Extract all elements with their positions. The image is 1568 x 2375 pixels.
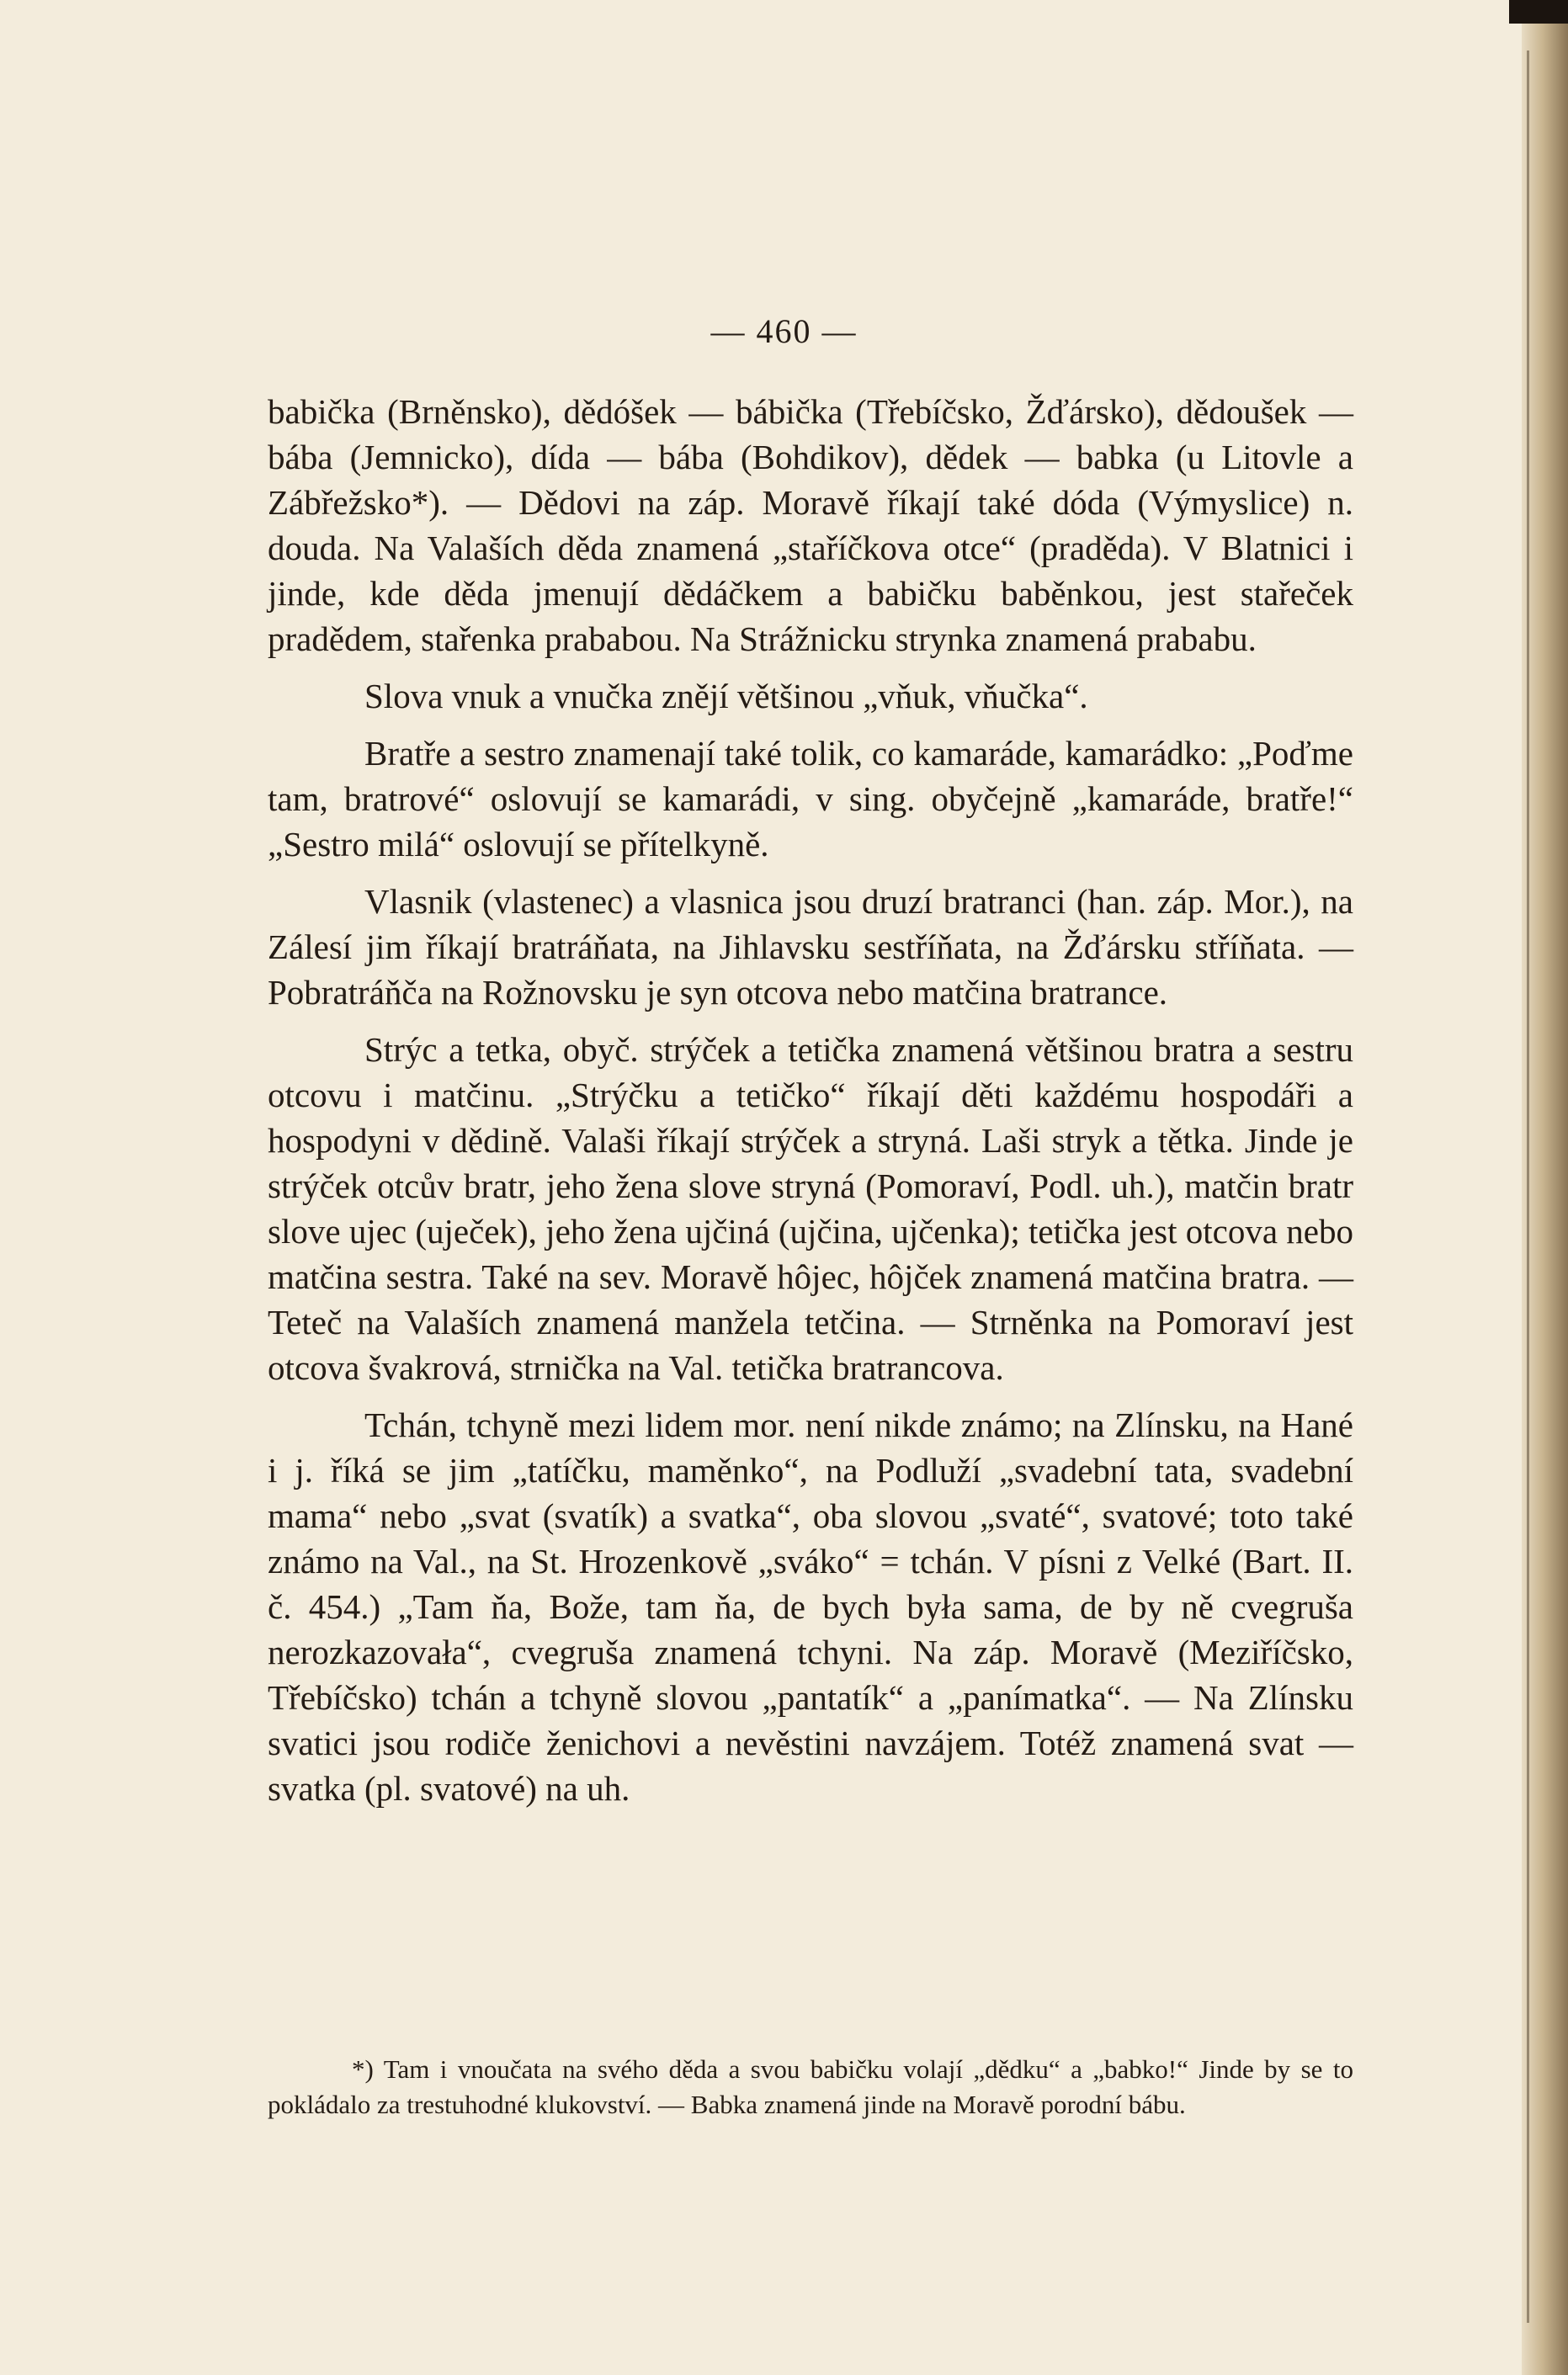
main-text xyxy=(268,389,1353,1811)
paragraph-1: babička (Brněnsko), dědóšek — bábička (Třebíčsko, Žďársko), dědoušek — bába (Jemnicko), dída — bába (Bohdikov), dědek — babka (u Litovle a Zábřežsko*). — Dědovi na záp. Moravě říkají také dóda (Výmyslice) n. douda. Na Valaších děda znamená „staříčkova otce“ (praděda). V Blatnici i jinde, kde děda jmenují dědáčkem a babičku baběnkou, jest stařeček pradědem, stařenka prababou. Na Strážnicku strynka znamená prababu. xyxy=(268,392,1353,658)
page-edge-line xyxy=(1527,50,1529,2323)
paragraph-2: Slova vnuk a vnučka znějí většinou „vňuk, vňučka“. xyxy=(364,677,1088,715)
scan-corner xyxy=(1509,0,1568,24)
paragraph-6: Tchán, tchyně mezi lidem mor. není nikde známo; na Zlínsku, na Hané i j. říká se jim „tatíčku, maměnko“, na Podluží „svadební tata, svadební mama“ nebo „svat (svatík) a svatka“, oba slovou „svaté“, svatové; toto také známo na Val., na St. Hrozenkově „sváko“ = tchán. V písni z Velké (Bart. II. č. 454.) „Tam ňa, Bože, tam ňa, de bych była sama, de by ně cvegruša nerozkazovała“, cvegruša znamená tchyni. Na záp. Moravě (Meziříčsko, Třebíčsko) tchán a tchyně slovou „pantatík“ a „panímatka“. — Na Zlínsku svatici jsou rodiče ženichovi a nevěstini navzájem. Totéž znamená svat — svatka (pl. svatové) na uh. xyxy=(268,1405,1353,1808)
paragraph-5: Strýc a tetka, obyč. strýček a tetička znamená většinou bratra a sestru otcovu i matčinu. „Strýčku a tetičko“ říkají děti každému hospodáři a hospodyni v dědině. Valaši říkají strýček a stryná. Laši stryk a tětka. Jinde je strýček otcův bratr, jeho žena slove stryná (Pomoraví, Podl. uh.), matčin bratr slove ujec (uječek), jeho žena ujčiná (ujčina, ujčenka); tetička jest otcova nebo matčina sestra. Také na sev. Moravě hôjec, hôjček znamená matčina bratra. — Teteč na Valaších znamená manžela tetčina. — Strněnka na Pomoraví jest otcova švakrová, strnička na Val. tetička bratrancova. xyxy=(268,1030,1353,1387)
page-number: — 460 — xyxy=(710,312,858,350)
footnote: *) Tam i vnoučata na svého děda a svou babičku volají „dědku“ a „babko!“ Jinde by se to pokládalo za trestuhodné klukovství. — Babka znamená jinde na Moravě porodní bábu. xyxy=(268,2054,1353,2119)
paragraph-4: Vlasnik (vlastenec) a vlasnica jsou druzí bratranci (han. záp. Mor.), na Zálesí jim říkají bratráňata, na Jihlavsku sestříňata, na Žďársku stříňata. — Pobratráňča na Rožnovsku je syn otcova nebo matčina bratrance. xyxy=(268,882,1353,1012)
paragraph-3: Bratře a sestro znamenají také tolik, co kamaráde, kamarádko: „Poďme tam, bratrové“ oslovují se kamarádi, v sing. obyčejně „kamaráde, bratře!“ „Sestro milá“ oslovují se přítelkyně. xyxy=(268,734,1353,863)
